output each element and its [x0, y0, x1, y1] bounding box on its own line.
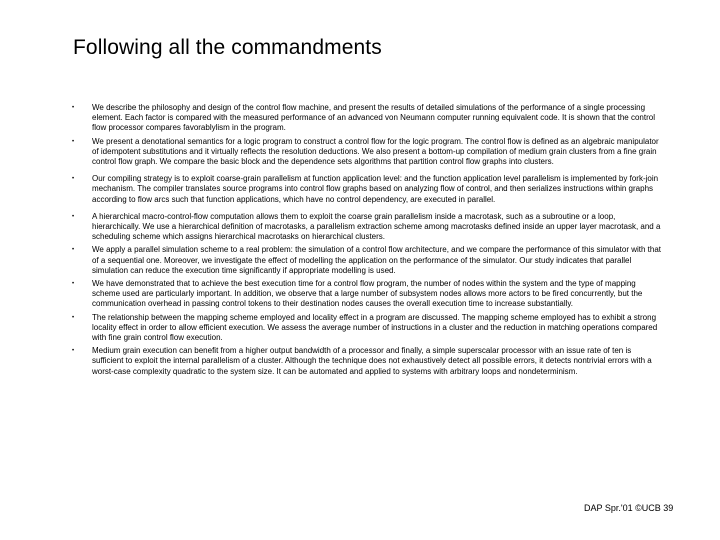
bullet-item [72, 245, 662, 276]
bullet-text: We describe the philosophy and design of the control flow machine, and present the results of detailed simulations of the performance of a single processing element. Each factor is compared with the measured performance of an advanced von Neumann computer running equivalent code. It is shown that the control flow processor compares favorablylism in the program. [92, 103, 655, 133]
bullet-text: The relationship between the mapping scheme employed and locality effect in a program are discussed. The mapping scheme employed has to exhibit a strong locality effect in order to allow efficient execution. We assess the average number of instructions in a cluster and the reduction in matching operations compared with fine grain control flow execution. [92, 312, 658, 343]
bullet-text: We apply a parallel simulation scheme to a real problem: the simulation of a control flow architecture, and we compare the performance of this simulator with that of a sequential one. Moreover, we investigate the effect of modelling the application on the performance of the simulator. Our study indicates that parallel simulation can reduce the execution time significantly if appropriate modelling is used. [92, 245, 662, 275]
bullet-icon: • [72, 176, 75, 183]
bullet-icon: • [72, 281, 75, 288]
bullet-icon: • [72, 247, 75, 254]
bullet-icon: • [72, 348, 75, 355]
bullet-item [72, 174, 662, 205]
bullet-item [72, 313, 662, 344]
bullet-item [72, 103, 662, 134]
bullet-text: We present a denotational semantics for a logic program to construct a control flow for the logic program. The control flow is defined as an algebraic manipulator of idempotent substitutions and it virtually reflects the resolution deductions. We also present a bottom-up compilation of medium grain clusters from a fine grain control flow graph. We compare the basic block and the dependence sets algorithms that partition control flow graphs into clusters. [92, 136, 659, 167]
bullet-text: A hierarchical macro-control-flow computation allows them to exploit the coarse grain parallelism inside a macrotask, such as a subroutine or a loop, hierarchically. We use a hierarchical definition of macrotasks, a parallelism extraction scheme among macrotasks defined inside an upper layer macrotask, and a scheduling scheme which assigns hierarchical macrotasks on hierarchical clusters. [92, 211, 661, 242]
bullet-text: We have demonstrated that to achieve the best execution time for a control flow program, the number of nodes within the system and the type of mapping scheme used are particularly important. In addition, we observe that a large number of subsystem nodes allows more actors to be fired concurrently, but the communication overhead in passing control tokens to their destination nodes causes the overall execution time to increase substantially. [92, 279, 643, 309]
bullet-icon: • [72, 105, 75, 111]
bullet-text: Medium grain execution can benefit from a higher output bandwidth of a processor and finally, a simple superscalar processor with an issue rate of ten is sufficient to exploit the internal parallelism of a cluster. Although the technique does not exhaustively detect all possible errors, it detects nontrivial errors with a worst-case complexity quadratic to the system size. It can be automated and applied to systems with arbitrary loops and nondeterminism. [92, 346, 652, 376]
bullet-text: Our compiling strategy is to exploit coarse-grain parallelism at function application level: and the function application level parallelism is implemented by fork-join mechanism. The compiler translates source programs into control flow graphs based on analyzing flow of control, and then serializes instructions within graphs according to flow arcs such that function applications, which have no control dependency, are executed in parallel. [92, 174, 659, 204]
bullet-icon: • [72, 213, 75, 220]
bullet-icon: • [72, 138, 75, 145]
slide-footer: DAP Spr.'01 ©UCB 39 [584, 503, 674, 513]
bullet-item [72, 279, 662, 310]
slide-title: Following all the commandments [73, 36, 382, 59]
bullet-list [72, 103, 662, 380]
bullet-item [72, 346, 662, 377]
bullet-icon: • [72, 314, 75, 321]
bullet-item [72, 212, 662, 243]
bullet-item [72, 137, 662, 168]
